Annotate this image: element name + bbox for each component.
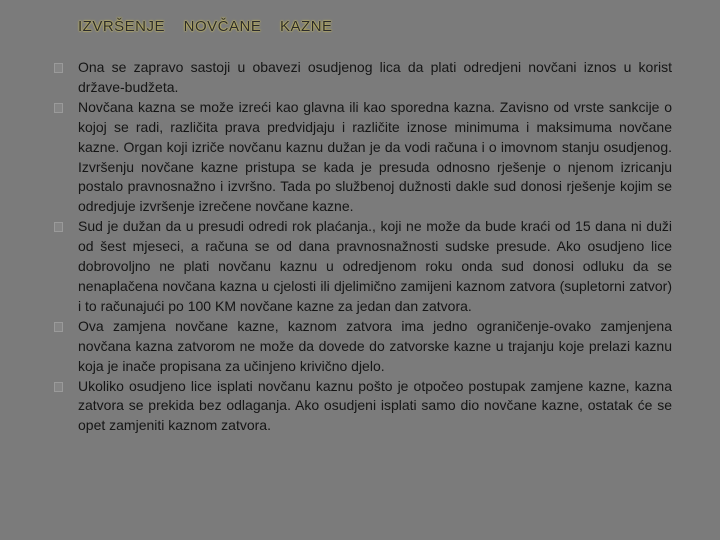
bullet-placeholder-icon [54, 63, 63, 73]
bullet-item [60, 217, 672, 317]
slide-title: IZVRŠENJE NOVČANE KAZNE [78, 18, 333, 35]
bullet-list [60, 58, 672, 436]
bullet-item [60, 377, 672, 437]
bullet-placeholder-icon [54, 322, 63, 332]
bullet-item [60, 317, 672, 377]
bullet-placeholder-icon [54, 382, 63, 392]
bullet-text: Novčana kazna se može izreći kao glavna ili kao sporedna kazna. Zavisno od vrste sankcije o kojoj se radi, različita prava predvidjaju i različite iznose minimuma i maksimuma novčane kazne. Organ koji izriče novčanu kaznu dužan je da vodi računa i o imovnom stanju osudjenog. Izvršenju novčane kazne pristupa se kada je presuda odnosno rješenje o njenom izricanju postalo pravnosnažno i izvršno. Tada po službenoj dužnosti dakle sud donosi rješenje kojim se odredjuje izvršenje izrečene novčane kazne. [78, 98, 672, 215]
bullet-text: Sud je dužan da u presudi odredi rok plaćanja., koji ne može da bude kraći od 15 dana ni duži od šest mjeseci, a računa se od dana pravnosnažnosti sudske presude. Ako osudjeno lice dobrovoljno ne plati novčanu kaznu u odredjenom roku onda sud donosi odluku da se nenaplačena novčana kazna u cjelosti ili djelimično zamijeni kaznom zatvora (supletorni zatvor) i to računajući po 100 KM novčane kazne za jedan dan zatvora. [78, 218, 672, 314]
bullet-text: Ona se zapravo sastoji u obavezi osudjenog lica da plati odredjeni novčani iznos u korist države-budžeta. [78, 59, 672, 95]
bullet-item [60, 98, 672, 217]
bullet-text: Ukoliko osudjeno lice isplati novčanu kaznu pošto je otpočeo postupak zamjene kazne, kazna zatvora se prekida bez odlaganja. Ako osudjeni isplati samo dio novčane kazne, ostatak će se opet zamjeniti kaznom zatvora. [78, 377, 672, 434]
bullet-text: Ova zamjena novčane kazne, kaznom zatvora ima jedno ograničenje-ovako zamjenjena novčana kazna zatvorom ne može da dovede do zatvorske kazne u trajanju koje prelazi kaznu koja je inače propisana za učinjeno krivično djelo. [78, 317, 672, 374]
bullet-placeholder-icon [54, 222, 63, 232]
bullet-placeholder-icon [54, 103, 63, 113]
bullet-item [60, 58, 672, 98]
